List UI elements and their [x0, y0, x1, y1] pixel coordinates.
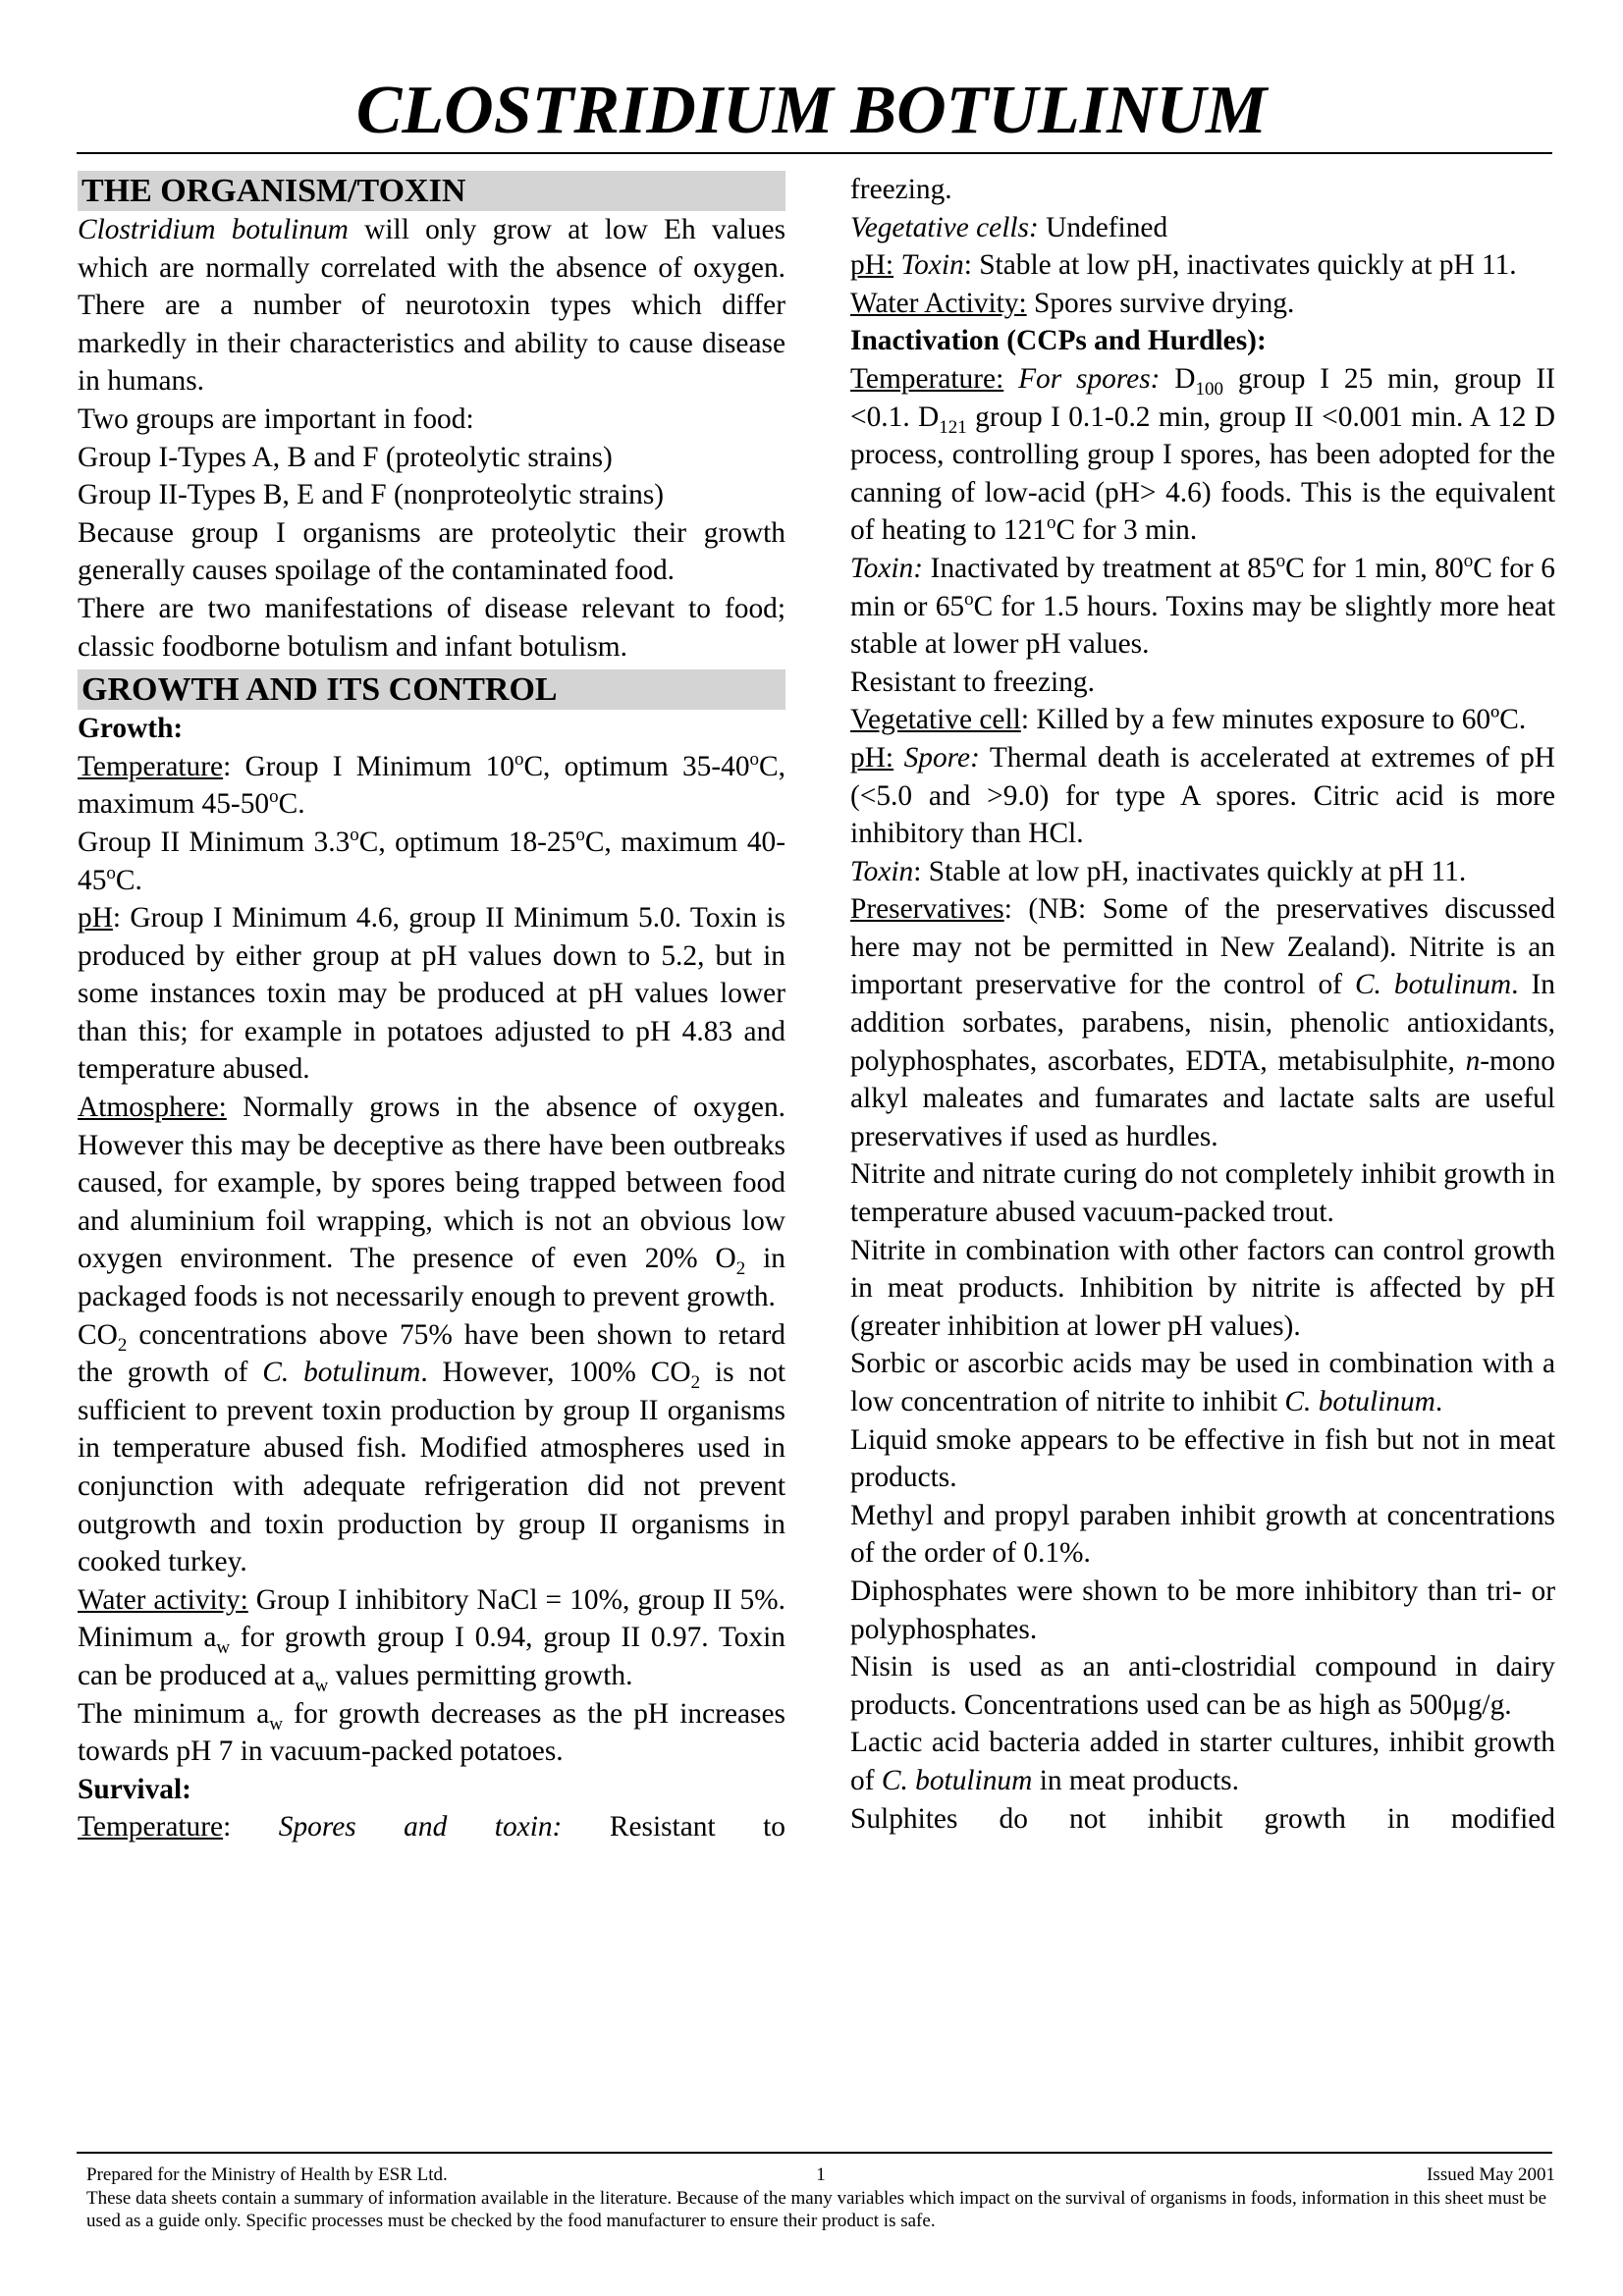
text-run: : Group I Minimum 10: [223, 750, 514, 782]
sorbic-paragraph: [850, 1345, 1555, 1420]
organism-paragraph: [78, 211, 785, 400]
subscript: 2: [690, 1372, 701, 1394]
text-run: in packaged foods is not necessarily enough to prevent growth.: [78, 1243, 785, 1313]
text-run: C for 1.5 hours. Toxins may be slightly more heat stable at lower pH values.: [850, 590, 1555, 661]
text-run: Group II Minimum 3.3: [78, 826, 351, 858]
degree-mark: o: [749, 748, 760, 770]
text-run: . In addition sorbates, parabens, nisin, phenolic antioxidants, polyphosphates, ascorbates, EDTA, metabisulphite,: [850, 969, 1555, 1077]
text-run: Thermal death is accelerated at extremes of pH (<5.0 and >9.0) for type A spores. Citric acid is more inhibitory than HCl.: [850, 741, 1555, 850]
degree-mark: o: [1463, 551, 1474, 572]
footer-issued: Issued May 2001: [1427, 2164, 1555, 2185]
nitrite-curing-paragraph: Nitrite and nitrate curing do not completely inhibit growth in temperature abused vacuum-packed trout.: [850, 1158, 1555, 1229]
temperature-label: Temperature: [78, 1811, 224, 1843]
italic-label: Spores and toxin:: [231, 1811, 563, 1843]
italic-label: Toxin: [893, 249, 964, 282]
text-run: Normally grows in the absence of oxygen. However this may be deceptive as there have been outbreaks caused, for example, by spores being trapped between food and aluminium foil wrapping, which is not an obvious low oxygen environment. The presence of even 20% O: [78, 1092, 785, 1275]
diphosphates-paragraph: Diphosphates were shown to be more inhibitory than tri- or polyphosphates.: [850, 1575, 1555, 1645]
text-run: Resistant to: [562, 1811, 785, 1843]
text-run: Sorbic or ascorbic acids may be used in combination with a low concentration of nitrite to inhibit: [850, 1348, 1555, 1417]
subscript: 2: [735, 1258, 746, 1280]
text-run: concentrations above 75% have been shown to retard the growth of: [78, 1318, 785, 1389]
minimum-aw-paragraph: [78, 1695, 785, 1771]
organism-name: C. botulinum: [1284, 1386, 1435, 1417]
preservatives-label: Preservatives: [850, 893, 1004, 926]
growth-subheading: Growth:: [78, 713, 184, 745]
preservatives-paragraph: [850, 890, 1555, 1155]
survival-ph: [850, 246, 1555, 285]
inactivation-toxin: [850, 550, 1555, 664]
text-run: C, maximum 40-45: [78, 826, 786, 896]
text-run: for growth decreases as the pH increases towards pH 7 in vacuum-packed potatoes.: [78, 1697, 785, 1768]
survival-water-activity: [850, 285, 1555, 323]
footer-disclaimer: These data sheets contain a summary of information available in the literature. Because of the many variables which impact on the survival of organisms in foods, information in this sheet must be used as a guide only. Specific processes must be checked by the food manufacturer to ensure their product is safe.: [86, 2188, 1547, 2231]
text-run: for growth group I 0.94, group II 0.97. Toxin can be produced at a: [78, 1622, 785, 1691]
group-one-types: Group I-Types A, B and F (proteolytic strains): [78, 441, 613, 473]
degree-mark: o: [964, 588, 974, 610]
nitrite-combination-paragraph: Nitrite in combination with other factors can control growth in meat products. Inhibition by nitrite is affected by pH (greater inhibition at lower pH values).: [850, 1234, 1555, 1342]
page-footer: [86, 2163, 1555, 2232]
organism-text: will only grow at low Eh values which are normally correlated with the absence of oxygen. There are a number of neurotoxin types which differ markedly in their characteristics and ability to cause disease in humans.: [78, 214, 786, 398]
text-run: CO: [78, 1318, 118, 1351]
italic-label: Spore:: [893, 741, 980, 774]
vegetative-cell-label: Vegetative cell: [850, 704, 1021, 736]
inactivation-toxin-ph: [850, 853, 1555, 891]
title-rule: [77, 152, 1552, 154]
water-activity-label: Water activity:: [78, 1583, 248, 1616]
subscript: 2: [117, 1334, 128, 1356]
growth-ph: [78, 899, 785, 1089]
text-run: group I 25 min, group II <0.1. D: [850, 362, 1555, 433]
growth-water-activity: [78, 1581, 785, 1695]
text-run: group I 0.1-0.2 min, group II <0.001 min. A 12 D process, controlling group I spores, has been adopted for the canning of low-acid (pH> 4.6) foods. This is the equivalent of heating to 121: [850, 400, 1556, 547]
italic-label: Toxin:: [850, 552, 924, 584]
text-run: :: [223, 1811, 232, 1843]
text-run: Inactivated by treatment at 85: [923, 552, 1276, 584]
text-run: C.: [278, 788, 305, 821]
temperature-label: Temperature:: [850, 362, 1004, 395]
inactivation-ph: [850, 739, 1555, 853]
text-run: : Stable at low pH, inactivates quickly at pH 11.: [963, 249, 1517, 282]
text-run: is not sufficient to prevent toxin production by group II organisms in temperature abused fish. Modified atmospheres used in conjunction with adequate refrigeration did not prevent outgrowth and toxin production by group II organisms in cooked turkey.: [78, 1357, 785, 1578]
temperature-label: Temperature: [78, 750, 224, 782]
text-run: : (NB: Some of the preservatives discussed here may not be permitted in New Zealand). Nitrite is an important preservative for the control of: [850, 893, 1555, 1001]
page-number: 1: [816, 2164, 826, 2185]
text-run: : Killed by a few minutes exposure to 60ºC.: [1020, 704, 1527, 736]
co2-paragraph: [78, 1316, 785, 1581]
italic-label: Vegetative cells:: [850, 211, 1039, 243]
text-run: C, optimum 35-40: [523, 750, 750, 782]
groups-intro: Two groups are important in food:: [78, 402, 474, 435]
right-column: [850, 171, 1555, 1838]
growth-temperature-group1: [78, 748, 785, 824]
text-run: Group I inhibitory NaCl = 10%, group II 5%. Minimum a: [78, 1583, 785, 1654]
ph-label: pH:: [850, 741, 894, 774]
survival-vegetative: [850, 209, 1555, 247]
ph-label: pH:: [850, 249, 894, 282]
water-activity-label: Water Activity:: [850, 287, 1027, 319]
subscript: 121: [939, 416, 967, 438]
inactivation-temperature: [850, 360, 1555, 550]
resistant-freezing: Resistant to freezing.: [850, 666, 1095, 698]
freezing-continuation: freezing.: [850, 174, 952, 205]
footer-rule: [77, 2152, 1552, 2154]
footer-prepared: Prepared for the Ministry of Health by ESR Ltd.: [86, 2164, 448, 2185]
organism-name: Clostridium botulinum: [78, 214, 349, 245]
sulphites-paragraph: Sulphites do not inhibit growth in modified: [850, 1802, 1555, 1835]
text-run: Spores survive drying.: [1026, 287, 1295, 319]
degree-mark: o: [575, 825, 585, 846]
text-run: D: [1160, 362, 1196, 395]
degree-mark: o: [269, 786, 279, 808]
left-column: [78, 171, 785, 1846]
degree-mark: o: [1046, 512, 1056, 534]
organism-name: C. botulinum: [1354, 969, 1512, 1001]
subscript: w: [216, 1637, 231, 1659]
inactivation-vegetative: [850, 701, 1555, 739]
page-title: CLOSTRIDIUM BOTULINUM: [355, 73, 1268, 148]
survival-subheading: Survival:: [78, 1773, 191, 1805]
manifestations-paragraph: There are two manifestations of disease relevant to food; classic foodborne botulism and infant botulism.: [78, 592, 785, 663]
liquid-smoke-paragraph: Liquid smoke appears to be effective in fish but not in meat products.: [850, 1423, 1555, 1494]
organism-name: C. botulinum: [262, 1357, 421, 1389]
text-run: values permitting growth.: [328, 1659, 633, 1691]
degree-mark: o: [106, 862, 116, 883]
nisin-paragraph: Nisin is used as an anti-clostridial compound in dairy products. Concentrations used can be as high as 500μg/g.: [850, 1651, 1555, 1721]
text-run: C for 3 min.: [1055, 514, 1198, 547]
text-run: -mono alkyl maleates and fumarates and lactate salts are useful preservatives if used as hurdles.: [850, 1044, 1555, 1152]
italic-label: For spores:: [1003, 362, 1161, 395]
text-run: C for 6 min or 65: [850, 552, 1555, 622]
proteolytic-paragraph: Because group I organisms are proteolytic their growth generally causes spoilage of the contaminated food.: [78, 516, 785, 587]
text-run: : Group I Minimum 4.6, group II Minimum 5.0. Toxin is produced by either group at pH values down to 5.2, but in some instances toxin may be produced at pH values lower than this; for example in potatoes adjusted to pH 4.83 and temperature abused.: [78, 902, 785, 1086]
organism-name: C. botulinum: [881, 1764, 1033, 1796]
subscript: w: [314, 1675, 329, 1696]
footer-row: [86, 2163, 1555, 2187]
text-run: C.: [115, 864, 142, 896]
inactivation-subheading: Inactivation (CCPs and Hurdles):: [850, 325, 1267, 357]
survival-temperature: [78, 1808, 785, 1846]
growth-temperature-group2: [78, 824, 785, 899]
section-heading-growth: GROWTH AND ITS CONTROL: [78, 669, 785, 710]
text-run: C, maximum 45-50: [78, 750, 785, 821]
text-run: .: [1434, 1386, 1443, 1417]
paraben-paragraph: Methyl and propyl paraben inhibit growth at concentrations of the order of 0.1%.: [850, 1499, 1555, 1570]
subscript: 100: [1195, 378, 1224, 400]
growth-atmosphere: [78, 1089, 785, 1316]
atmosphere-label: Atmosphere:: [78, 1092, 227, 1124]
text-run: : Stable at low pH, inactivates quickly at pH 11.: [913, 855, 1467, 887]
degree-mark: o: [1275, 551, 1286, 572]
text-run: . However, 100% CO: [420, 1357, 691, 1389]
degree-mark: o: [350, 825, 359, 846]
text-run: in meat products.: [1032, 1764, 1239, 1796]
degree-mark: o: [514, 748, 524, 770]
group-two-types: Group II-Types B, E and F (nonproteolytic strains): [78, 479, 665, 511]
text-run: The minimum a: [78, 1697, 270, 1730]
text-run: C for 1 min, 80: [1285, 552, 1464, 584]
text-run: C, optimum 18-25: [358, 826, 576, 858]
text-run: Undefined: [1038, 211, 1168, 243]
text-run: Lactic acid bacteria added in starter cultures, inhibit growth of: [850, 1727, 1555, 1796]
italic-label: Toxin: [850, 855, 914, 887]
italic-label: n: [1465, 1044, 1481, 1077]
ph-label: pH: [78, 902, 113, 934]
subscript: w: [269, 1713, 284, 1735]
lactic-acid-paragraph: [850, 1724, 1555, 1799]
section-heading-organism: THE ORGANISM/TOXIN: [78, 171, 785, 211]
